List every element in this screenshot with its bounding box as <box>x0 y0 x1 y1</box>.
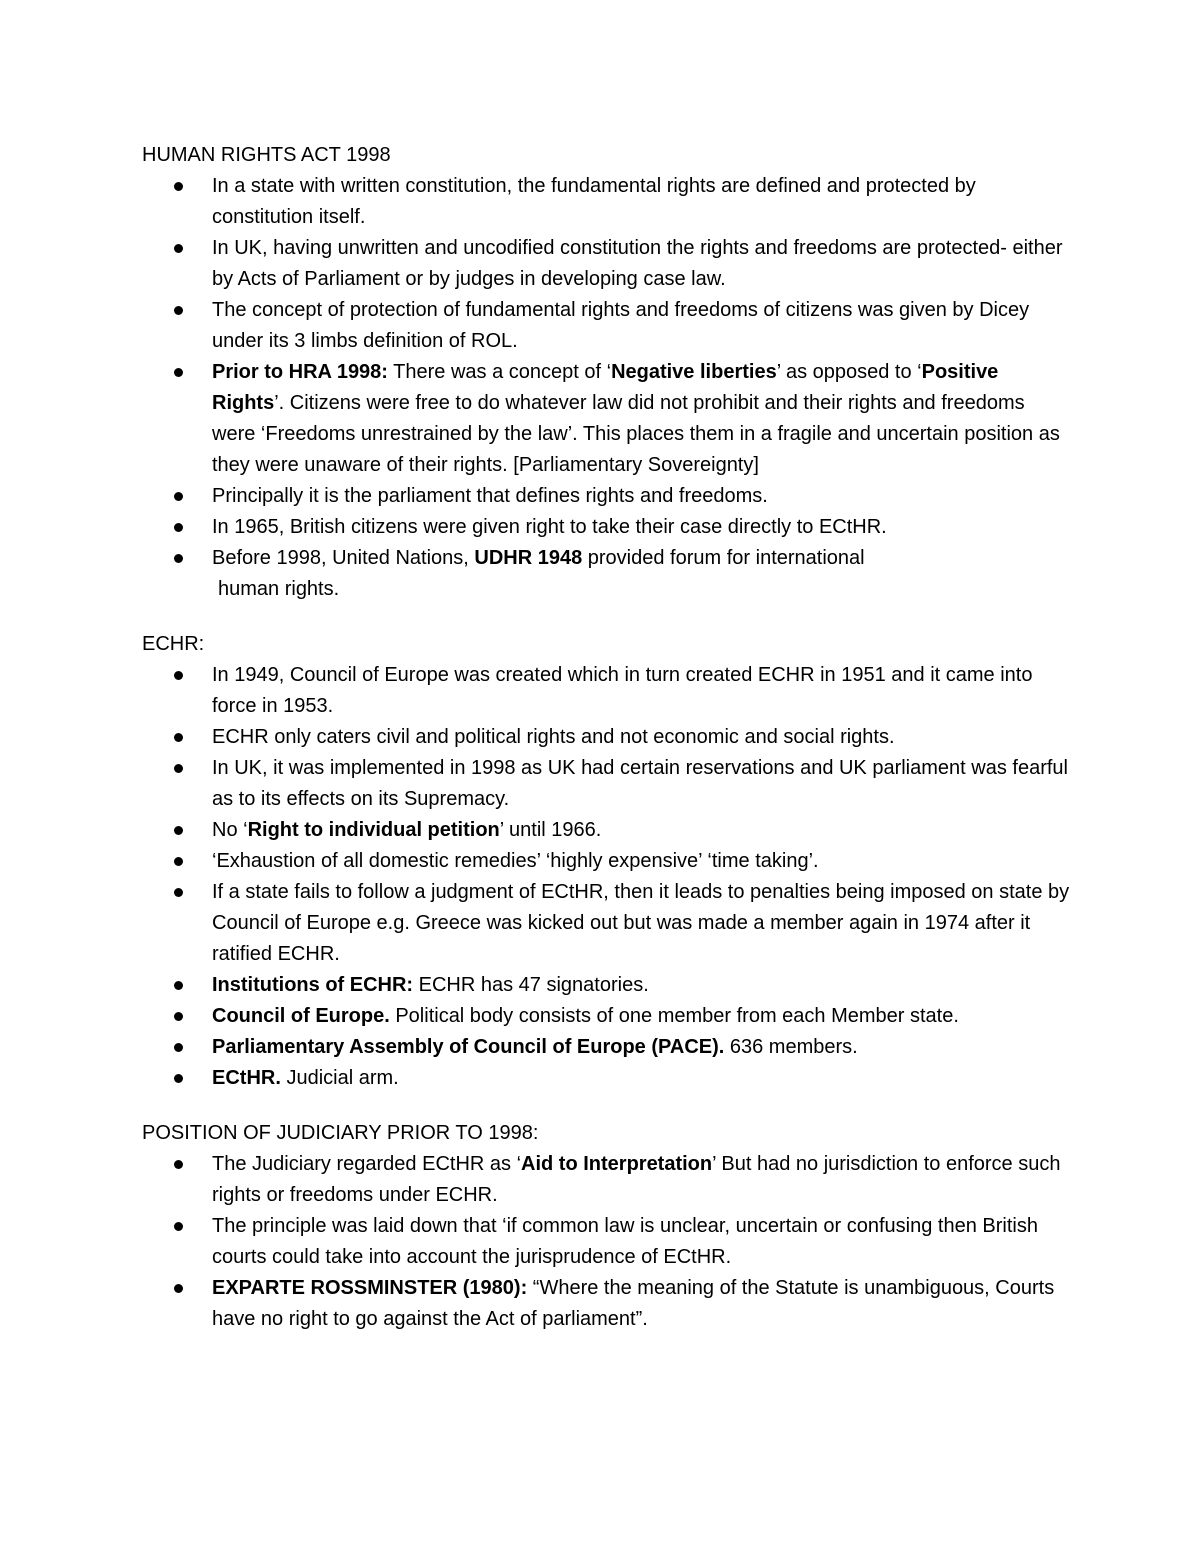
list-item: In 1965, British citizens were given right to take their case directly to ECtHR. <box>142 512 1072 543</box>
bullet-icon <box>174 1222 183 1231</box>
list-item: The principle was laid down that ‘if common law is unclear, uncertain or confusing then British courts could take into account the jurisprudence of ECtHR. <box>142 1211 1072 1273</box>
list-item: Parliamentary Assembly of Council of Europe (PACE). 636 members. <box>142 1032 1072 1063</box>
bullet-list <box>142 660 1072 1094</box>
bullet-icon <box>174 764 183 773</box>
section-heading: HUMAN RIGHTS ACT 1998 <box>142 144 391 166</box>
bullet-icon <box>174 857 183 866</box>
bullet-icon <box>174 523 183 532</box>
list-item: ECtHR. Judicial arm. <box>142 1063 1072 1094</box>
bullet-icon <box>174 182 183 191</box>
section-echr <box>142 629 1072 1094</box>
list-item: In a state with written constitution, the fundamental rights are defined and protected by constitution itself. <box>142 171 1072 233</box>
bullet-icon <box>174 306 183 315</box>
bullet-icon <box>174 1043 183 1052</box>
bullet-icon <box>174 826 183 835</box>
bullet-icon <box>174 244 183 253</box>
bullet-icon <box>174 368 183 377</box>
bullet-list <box>142 171 1072 605</box>
bullet-icon <box>174 1012 183 1021</box>
list-item: In UK, it was implemented in 1998 as UK had certain reservations and UK parliament was fearful as to its effects on its Supremacy. <box>142 753 1072 815</box>
list-item: The Judiciary regarded ECtHR as ‘Aid to Interpretation’ But had no jurisdiction to enforce such rights or freedoms under ECHR. <box>142 1149 1072 1211</box>
list-item: No ‘Right to individual petition’ until 1966. <box>142 815 1072 846</box>
bullet-icon <box>174 733 183 742</box>
list-item: ‘Exhaustion of all domestic remedies’ ‘highly expensive’ ‘time taking’. <box>142 846 1072 877</box>
section-judiciary <box>142 1118 1072 1335</box>
section-heading: POSITION OF JUDICIARY PRIOR TO 1998: <box>142 1122 539 1144</box>
bullet-list <box>142 1149 1072 1335</box>
list-item: Institutions of ECHR: ECHR has 47 signatories. <box>142 970 1072 1001</box>
list-item: In 1949, Council of Europe was created which in turn created ECHR in 1951 and it came into force in 1953. <box>142 660 1072 722</box>
list-item: In UK, having unwritten and uncodified constitution the rights and freedoms are protected- either by Acts of Parliament or by judges in developing case law. <box>142 233 1072 295</box>
list-item: Principally it is the parliament that defines rights and freedoms. <box>142 481 1072 512</box>
section-heading: ECHR: <box>142 633 205 655</box>
bullet-icon <box>174 554 183 563</box>
bullet-icon <box>174 1160 183 1169</box>
list-item: The concept of protection of fundamental rights and freedoms of citizens was given by Dicey under its 3 limbs definition of ROL. <box>142 295 1072 357</box>
bullet-icon <box>174 981 183 990</box>
bullet-icon <box>174 1074 183 1083</box>
bullet-icon <box>174 1284 183 1293</box>
list-item: Council of Europe. Political body consists of one member from each Member state. <box>142 1001 1072 1032</box>
section-human-rights-act <box>142 140 1072 605</box>
bullet-icon <box>174 888 183 897</box>
bullet-icon <box>174 492 183 501</box>
list-item: ECHR only caters civil and political rights and not economic and social rights. <box>142 722 1072 753</box>
list-item: If a state fails to follow a judgment of ECtHR, then it leads to penalties being imposed on state by Council of Europe e.g. Greece was kicked out but was made a member again in 1974 after it ratified ECHR. <box>142 877 1072 970</box>
bullet-icon <box>174 671 183 680</box>
list-item: EXPARTE ROSSMINSTER (1980): “Where the meaning of the Statute is unambiguous, Courts have no right to go against the Act of parliament”. <box>142 1273 1072 1335</box>
list-item: Before 1998, United Nations, UDHR 1948 provided forum for international human rights. <box>142 543 1072 605</box>
document-body <box>142 140 1072 1359</box>
list-item: Prior to HRA 1998: There was a concept of ‘Negative liberties’ as opposed to ‘Positive Rights’. Citizens were free to do whatever law did not prohibit and their rights and freedoms were ‘Freedoms unrestrained by the law’. This places them in a fragile and uncertain position as they were unaware of their rights. [Parliamentary Sovereignty] <box>142 357 1072 481</box>
